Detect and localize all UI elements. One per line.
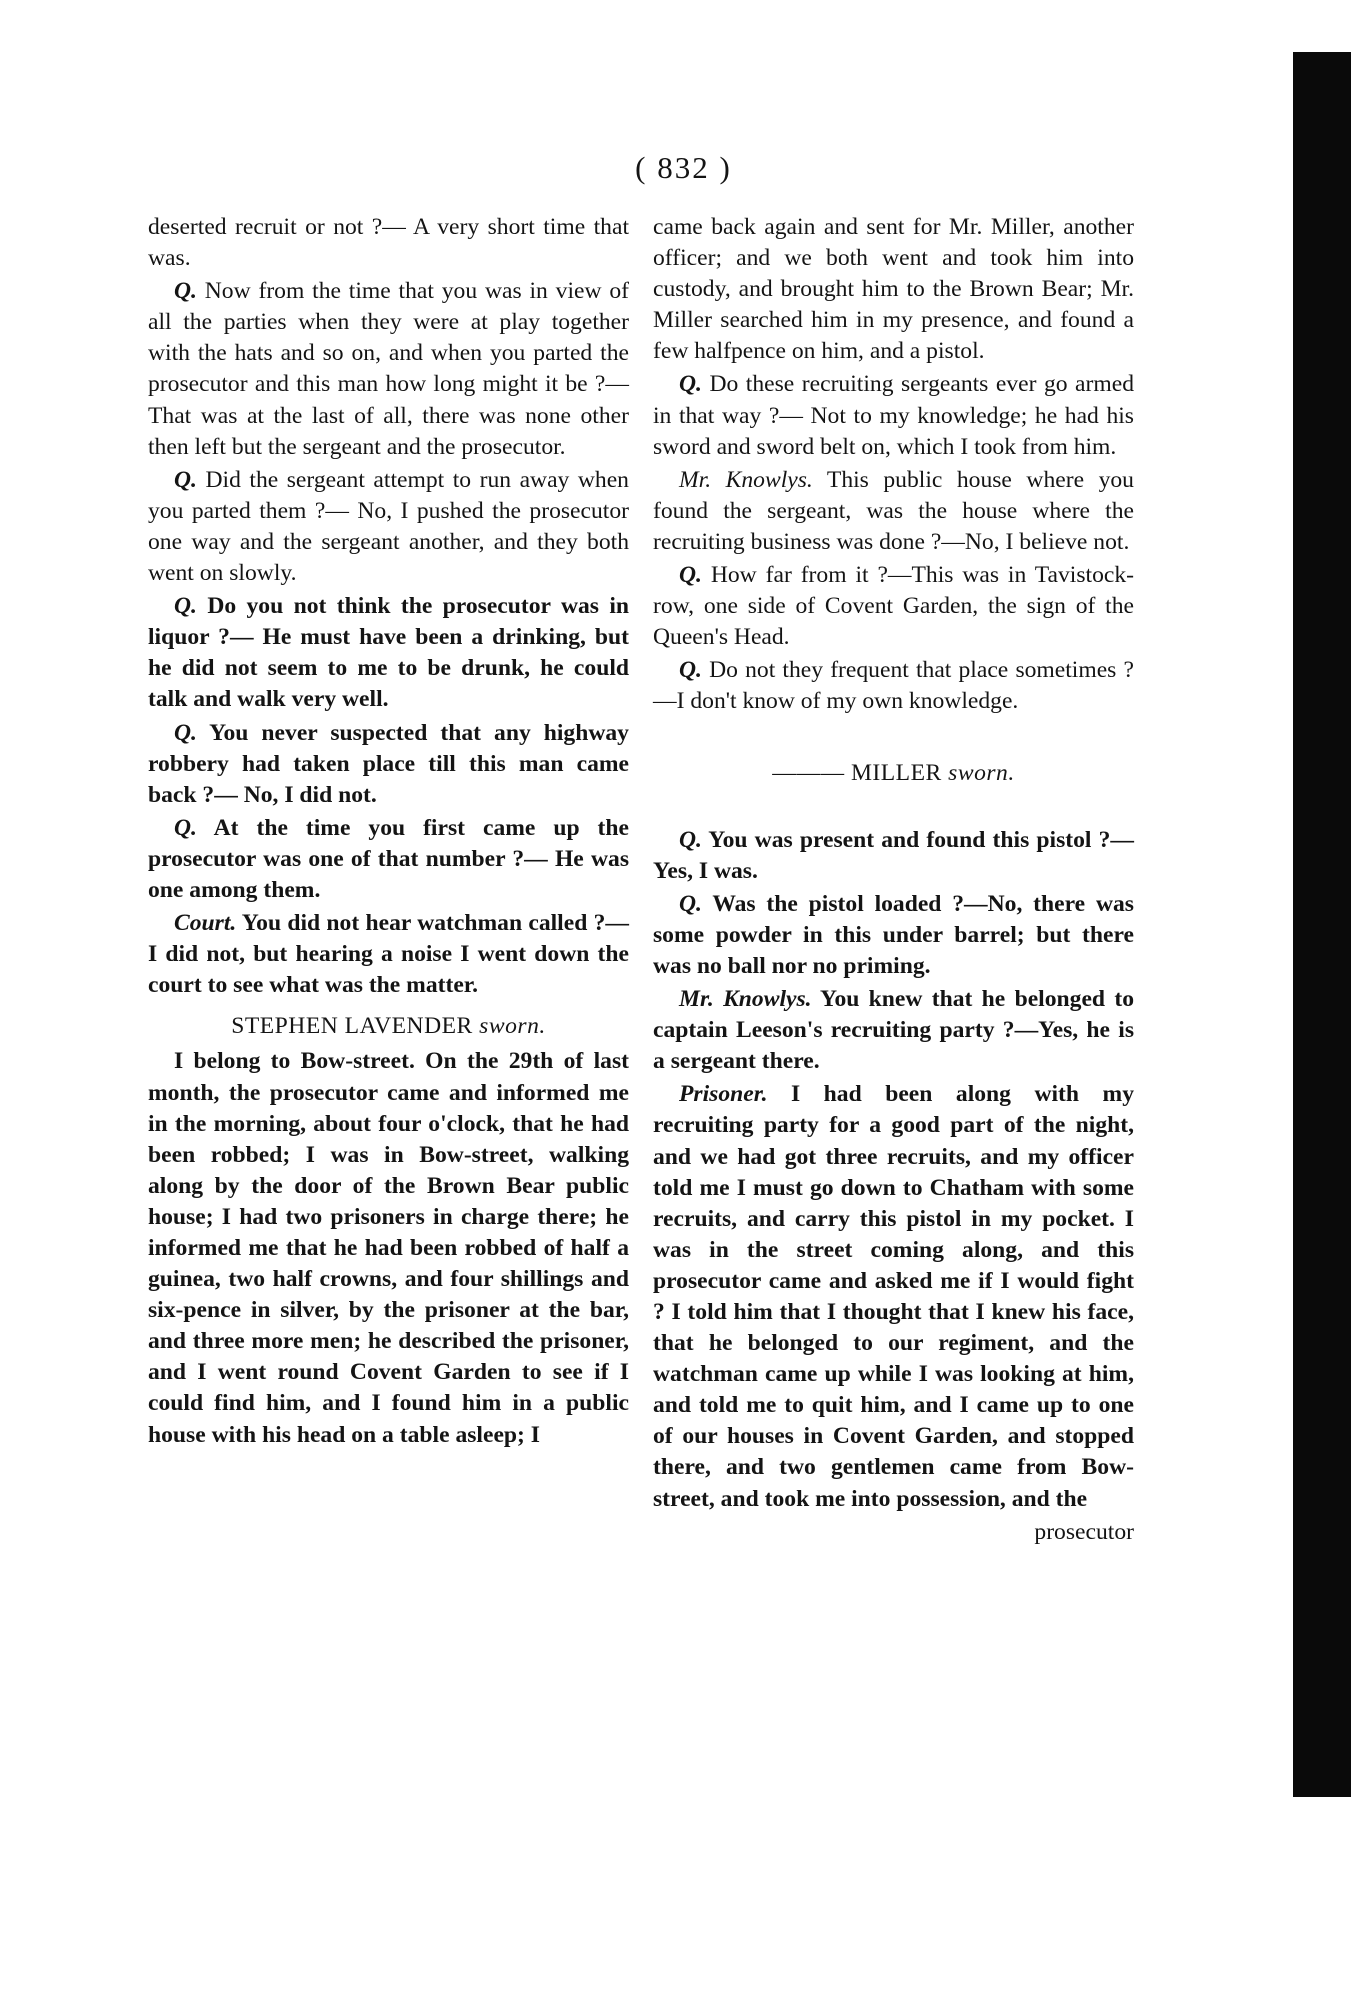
speaker-label: Court. <box>174 910 237 937</box>
question-marker: Q. <box>679 562 702 589</box>
counsel-paragraph: Mr. Knowlys. You knew that he belonged to captain Leeson's recruiting party ?—Yes, he is a sergeant there. <box>653 986 1134 1075</box>
question-marker: Q. <box>679 890 702 917</box>
court-paragraph: Court. You did not hear watchman called ?— I did not, but hearing a noise I went down the court to see what was the matter. <box>148 910 630 999</box>
question-marker: Q. <box>174 278 197 305</box>
witness-name: STEPHEN LAVENDER <box>231 1013 473 1040</box>
question-marker: Q. <box>174 593 197 620</box>
question-paragraph: Q. Do not they frequent that place sometimes ?—I don't know of my own knowledge. <box>653 657 1134 715</box>
question-marker: Q. <box>679 371 702 398</box>
sworn-label: sworn. <box>479 1013 546 1040</box>
sworn-label: sworn. <box>948 759 1015 786</box>
witness-heading <box>653 758 1134 789</box>
witness-name: MILLER <box>850 759 942 786</box>
question-paragraph: Q. Did the sergeant attempt to run away when you parted them ?— No, I pushed the prosecutor one way and the sergeant another, and they both went on slowly. <box>148 466 629 587</box>
paragraph: deserted recruit or not ?— A very short time that was. <box>148 214 629 272</box>
question-marker: Q. <box>174 466 197 493</box>
question-paragraph: Q. Do you not think the prosecutor was in liquor ?— He must have been a drinking, but he did not seem to me to be drunk, he could talk and walk very well. <box>148 593 630 713</box>
question-marker: Q. <box>679 657 702 684</box>
speaker-label: Prisoner. <box>679 1081 768 1108</box>
question-paragraph: Q. At the time you first came up the prosecutor was one of that number ?— He was one among them. <box>148 814 629 903</box>
catchword: prosecutor <box>1034 1518 1134 1545</box>
testimony-paragraph: I belong to Bow-street. On the 29th of last month, the prosecutor came and informed me in the morning, about four o'clock, that he had been robbed; I was in Bow-street, walking along by the door of the Brown Bear public house; I had two prisoners in charge there; he informed me that he had been robbed of half a guinea, two half crowns, and four shillings and six-pence in silver, by the prisoner at the bar, and three more men; he described the prisoner, and I went round Covent Garden to see if I could find him, and I found him in a public house with his head on a table asleep; I <box>148 1048 629 1448</box>
question-marker: Q. <box>174 814 197 841</box>
question-paragraph: Q. Do these recruiting sergeants ever go armed in that way ?— Not to my knowledge; he had his sword and sword belt on, which I took from him. <box>653 371 1135 460</box>
question-paragraph: Q. You was present and found this pistol ?—Yes, I was. <box>653 826 1134 884</box>
left-column <box>148 212 629 1453</box>
scan-edge-shadow <box>1293 52 1351 1797</box>
question-paragraph: Q. Was the pistol loaded ?—No, there was some powder in this under barrel; but there was no ball nor no priming. <box>653 890 1134 979</box>
heading-dash: ——— <box>772 759 845 786</box>
question-marker: Q. <box>174 719 197 746</box>
counsel-paragraph: Mr. Knowlys. This public house where you found the sergeant, was the house where the recruiting business was done ?—No, I believe not. <box>653 466 1134 555</box>
paragraph: came back again and sent for Mr. Miller, another officer; and we both went and took him into custody, and brought him to the Brown Bear; Mr. Miller searched him in my presence, and found a few halfpence on him, and a pistol. <box>653 214 1134 365</box>
right-column <box>653 212 1134 1550</box>
page-number: ( 832 ) <box>635 150 732 185</box>
question-paragraph: Q. How far from it ?—This was in Tavistock-row, one side of Covent Garden, the sign of the Queen's Head. <box>653 562 1135 651</box>
speaker-label: Mr. Knowlys. <box>679 986 812 1013</box>
question-marker: Q. <box>679 826 702 853</box>
prisoner-paragraph: Prisoner. I had been along with my recruiting party for a good part of the night, and we had got three recruits, and my officer told me I must go down to Chatham with some recruits, and carry this pistol in my pocket. I was in the street coming along, and this prosecutor came and asked me if I would fight ? I told him that I thought that I knew his face, that he belonged to our regiment, and the watchman came up while I was looking at him, and told me to quit him, and I came up to one of our houses in Covent Garden, and stopped there, and two gentlemen came from Bow-street, and took me into possession, and the <box>653 1081 1134 1512</box>
witness-heading <box>148 1011 629 1042</box>
question-paragraph: Q. Now from the time that you was in view of all the parties when they were at play together with the hats and so on, and when you parted the prosecutor and this man how long might it be ?— That was at the last of all, there was none other then left but the sergeant and the prosecutor. <box>148 278 629 460</box>
question-paragraph: Q. You never suspected that any highway robbery had taken place till this man came back ?— No, I did not. <box>148 719 629 808</box>
speaker-label: Mr. Knowlys. <box>679 466 813 493</box>
